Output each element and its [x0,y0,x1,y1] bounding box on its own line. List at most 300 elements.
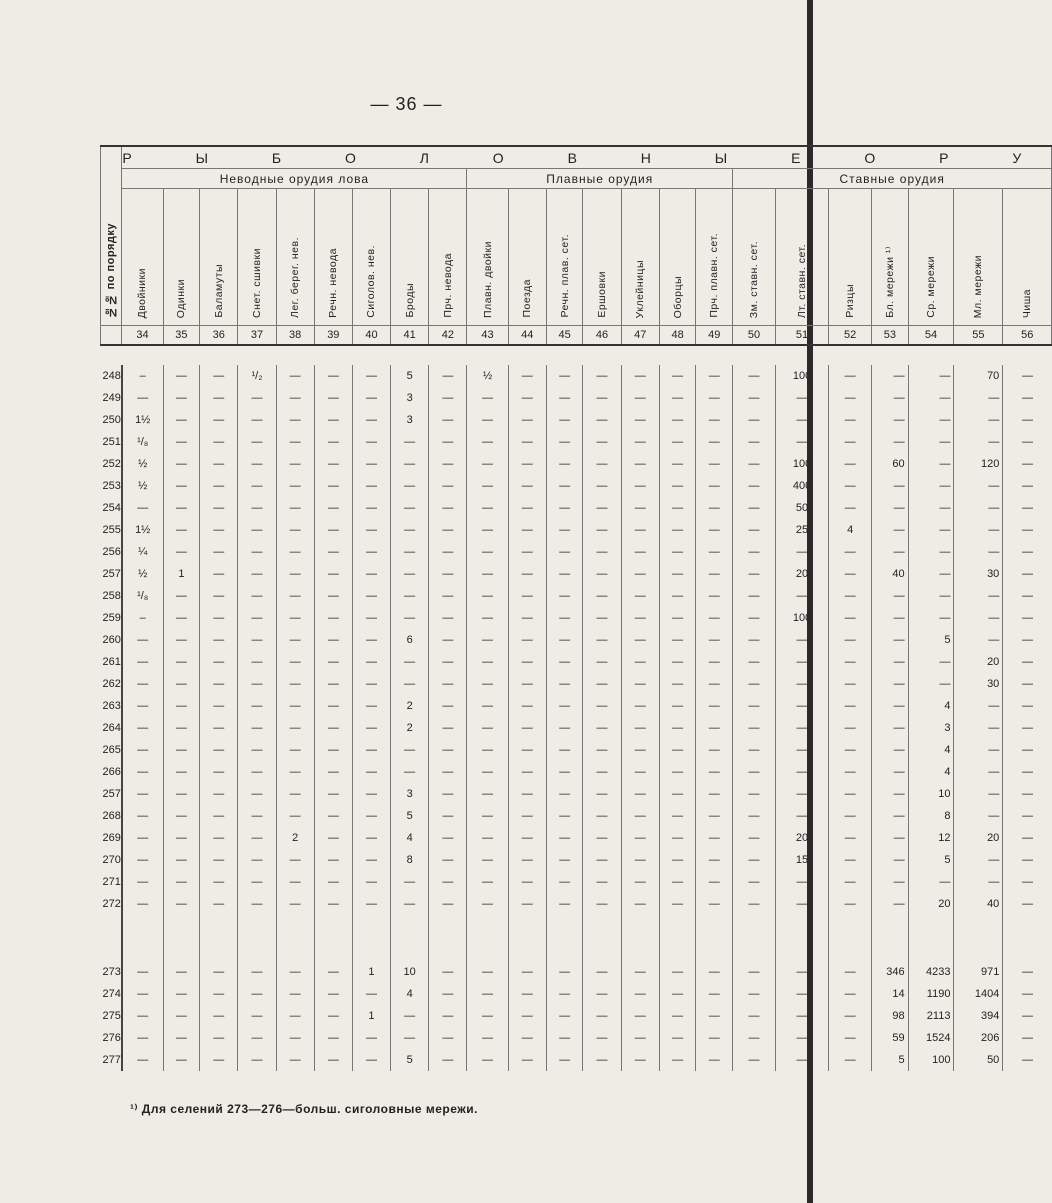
column-header: Сиголов. нев. [352,189,390,326]
table-cell: — [314,541,352,563]
table-cell: — [954,761,1003,783]
table-cell: — [908,519,954,541]
table-cell: — [276,961,314,983]
table-cell: — [122,805,163,827]
table-cell: 14 [872,983,909,1005]
table-cell: — [733,431,776,453]
column-header: Броды [391,189,429,326]
table-cell: — [908,387,954,409]
table-cell: — [696,783,733,805]
table-cell: — [872,629,909,651]
table-cell: — [163,651,200,673]
table-cell: — [467,387,508,409]
table-cell: — [276,541,314,563]
table-cell: — [429,607,467,629]
table-cell: — [696,1049,733,1071]
table-cell: — [200,475,238,497]
table-cell: — [508,387,546,409]
table-cell: — [391,541,429,563]
table-cell: — [696,409,733,431]
table-cell: — [583,519,621,541]
table-cell: — [467,695,508,717]
table-cell: — [163,519,200,541]
table-cell: — [1003,871,1052,893]
table-cell: — [546,607,583,629]
table-cell: — [429,497,467,519]
table-cell: — [276,1027,314,1049]
table-cell: — [276,1005,314,1027]
table-cell: — [621,1005,659,1027]
table-cell: — [1003,563,1052,585]
table-cell: 2 [391,695,429,717]
table-row [101,761,1052,783]
table-cell: — [508,849,546,871]
table-cell: — [467,961,508,983]
table-cell: — [696,961,733,983]
table-cell: — [546,1049,583,1071]
table-cell: — [352,607,390,629]
table-cell: — [829,431,872,453]
table-cell: — [314,1027,352,1049]
table-cell: — [200,585,238,607]
table-cell: — [1003,651,1052,673]
table-cell: — [429,453,467,475]
table-cell: — [696,827,733,849]
table-cell: — [583,805,621,827]
row-number: 263 [101,695,122,717]
table-cell: — [200,783,238,805]
table-cell: — [429,783,467,805]
table-cell: 1 [163,563,200,585]
table-cell: — [829,387,872,409]
table-cell: — [733,673,776,695]
table-cell: 1404 [954,983,1003,1005]
table-cell: — [429,1049,467,1071]
table-cell: ½ [467,365,508,387]
column-number: 35 [163,326,200,346]
table-cell: — [908,475,954,497]
table-cell: — [954,629,1003,651]
table-cell: — [659,453,696,475]
table-cell: — [391,497,429,519]
table-cell: — [872,475,909,497]
table-cell: — [314,475,352,497]
table-cell: — [429,871,467,893]
table-cell: — [872,695,909,717]
table-cell: — [621,871,659,893]
table-cell: — [829,871,872,893]
table-cell: — [829,961,872,983]
table-cell: — [352,761,390,783]
table-cell: — [872,739,909,761]
table-cell: — [583,585,621,607]
table-cell: — [621,365,659,387]
table-cell: — [163,365,200,387]
column-header: Баламуты [200,189,238,326]
table-cell: — [829,827,872,849]
table-cell: — [546,893,583,915]
table-cell: — [659,1027,696,1049]
table-cell: 2113 [908,1005,954,1027]
table-cell: 5 [391,1049,429,1071]
table-cell: — [163,673,200,695]
table-cell: — [163,1049,200,1071]
table-cell: — [829,1049,872,1071]
table-cell: — [508,893,546,915]
table-cell: — [508,497,546,519]
table-cell: — [583,607,621,629]
table-cell: — [659,365,696,387]
table-cell: 4 [908,739,954,761]
table-cell: — [238,983,276,1005]
table-cell: — [314,717,352,739]
table-cell: — [546,365,583,387]
table-cell: — [696,475,733,497]
table-cell: — [954,497,1003,519]
table-cell: — [508,783,546,805]
row-number: 277 [101,1049,122,1071]
row-number: 255 [101,519,122,541]
table-cell: 5 [872,1049,909,1071]
column-header: Двойники [122,189,163,326]
table-cell: — [467,607,508,629]
table-cell: 971 [954,961,1003,983]
table-cell: — [954,695,1003,717]
table-row [101,629,1052,651]
table-row [101,1005,1052,1027]
table-cell: — [200,453,238,475]
row-number: 257 [101,783,122,805]
table-cell: 20 [908,893,954,915]
table-cell: — [314,563,352,585]
table-cell: — [429,893,467,915]
table-cell: — [696,717,733,739]
table-cell: — [696,1027,733,1049]
table-cell: — [829,541,872,563]
table-cell: — [621,475,659,497]
table-cell: — [829,651,872,673]
table-cell: — [238,541,276,563]
table-cell: — [352,365,390,387]
table-cell: — [621,783,659,805]
table-cell: — [508,761,546,783]
table-cell: — [1003,1049,1052,1071]
table-cell: — [391,607,429,629]
table-cell: — [1003,695,1052,717]
table-cell: — [621,827,659,849]
table-row [101,695,1052,717]
table-cell: — [733,961,776,983]
table-cell: — [546,849,583,871]
table-cell: — [314,1049,352,1071]
table-cell: 1 [352,1005,390,1027]
column-number: 39 [314,326,352,346]
table-cell: — [872,607,909,629]
table-cell: — [314,805,352,827]
table-row [101,365,1052,387]
table-cell: — [829,983,872,1005]
table-cell: — [200,629,238,651]
column-header: Уклейницы [621,189,659,326]
table-cell: — [872,871,909,893]
table-cell: — [546,475,583,497]
table-cell: — [238,805,276,827]
table-cell: ¹/₂ [238,365,276,387]
table-gap-row [101,915,1052,961]
table-cell: 40 [954,893,1003,915]
row-number: 261 [101,651,122,673]
table-cell: — [508,431,546,453]
table-cell: — [872,805,909,827]
column-header: Чиша [1003,189,1052,326]
table-cell: — [583,497,621,519]
table-cell: — [276,849,314,871]
table-cell: — [546,739,583,761]
table-row [101,585,1052,607]
table-cell: — [546,651,583,673]
table-cell: 60 [872,453,909,475]
table-cell: — [829,409,872,431]
table-cell: — [696,761,733,783]
table-cell: — [276,365,314,387]
table-cell: — [391,739,429,761]
table-cell: — [163,585,200,607]
table-cell: — [546,519,583,541]
column-group-header: Плавные орудия [467,169,733,189]
table-cell: — [391,1005,429,1027]
table-cell: — [352,739,390,761]
table-cell: — [659,805,696,827]
table-cell: 70 [954,365,1003,387]
table-cell: — [659,541,696,563]
table-cell: — [163,761,200,783]
table-row [101,607,1052,629]
table-cell: 3 [908,717,954,739]
table-cell: — [163,827,200,849]
table-cell: — [829,585,872,607]
table-cell: — [1003,475,1052,497]
table-cell: — [163,607,200,629]
table-cell: — [546,453,583,475]
table-cell: — [583,629,621,651]
column-header: Бл. мережи ¹⁾ [872,189,909,326]
table-cell: — [163,1005,200,1027]
column-header: Мл. мережи [954,189,1003,326]
table-cell: — [429,761,467,783]
table-cell: — [659,827,696,849]
table-cell: — [391,585,429,607]
table-cell: — [163,893,200,915]
table-cell: — [733,651,776,673]
column-number: 38 [276,326,314,346]
table-cell: — [954,387,1003,409]
table-cell: — [467,453,508,475]
column-number: 44 [508,326,546,346]
table-cell: — [467,1005,508,1027]
table-cell: 15 [775,849,828,871]
table-cell: — [467,563,508,585]
table-cell: — [276,673,314,695]
table-cell: — [429,431,467,453]
table-cell: — [200,651,238,673]
table-cell: — [546,541,583,563]
table-cell: — [467,1049,508,1071]
table-row [101,717,1052,739]
table-cell: — [352,651,390,673]
table-cell: — [352,1027,390,1049]
table-cell: — [583,1049,621,1071]
column-number: 40 [352,326,390,346]
table-cell: — [352,541,390,563]
table-cell: — [954,871,1003,893]
table-cell: — [238,783,276,805]
table-cell: — [908,607,954,629]
table-cell: — [276,983,314,1005]
table-cell: — [775,1005,828,1027]
row-number: 270 [101,849,122,871]
table-cell: — [467,871,508,893]
table-cell: — [872,849,909,871]
table-cell: 206 [954,1027,1003,1049]
table-cell: — [872,717,909,739]
table-cell: 100 [908,1049,954,1071]
table-cell: — [352,805,390,827]
table-cell: — [1003,717,1052,739]
table-cell: — [429,387,467,409]
column-header: Одинки [163,189,200,326]
table-cell: — [314,849,352,871]
row-number: 271 [101,871,122,893]
table-cell: — [546,983,583,1005]
table-cell: ¹/₈ [122,585,163,607]
table-cell: — [122,961,163,983]
table-cell: — [733,1005,776,1027]
column-header: Ершовки [583,189,621,326]
column-header: Зм. ставн. сет. [733,189,776,326]
table-cell: 5 [908,629,954,651]
table-cell: — [238,409,276,431]
table-cell: — [200,849,238,871]
table-cell: — [954,519,1003,541]
table-cell: — [314,651,352,673]
table-cell: — [391,1027,429,1049]
table-cell: — [775,387,828,409]
table-cell: — [621,893,659,915]
table-cell: — [508,629,546,651]
table-cell: — [467,519,508,541]
table-cell: — [696,453,733,475]
table-cell: — [314,983,352,1005]
table-cell: — [391,431,429,453]
table-cell: — [276,717,314,739]
table-cell: — [122,673,163,695]
table-cell: — [122,871,163,893]
row-number: 266 [101,761,122,783]
table-cell: — [659,519,696,541]
table-cell: — [583,871,621,893]
table-cell: — [872,365,909,387]
table-cell: — [429,961,467,983]
table-cell: — [314,783,352,805]
column-header: Лег. берег. нев. [276,189,314,326]
table-cell: — [872,387,909,409]
table-cell: — [508,1005,546,1027]
table-cell: — [352,849,390,871]
table-cell: — [467,409,508,431]
table-cell: – [122,607,163,629]
table-cell: — [583,849,621,871]
table-row [101,497,1052,519]
table-cell: — [546,431,583,453]
table-row [101,827,1052,849]
table-cell: — [467,431,508,453]
table-cell: — [733,585,776,607]
table-cell: — [200,387,238,409]
table-cell: — [163,453,200,475]
table-cell: — [314,673,352,695]
table-cell: 6 [391,629,429,651]
table-cell: 12 [908,827,954,849]
table-cell: — [200,717,238,739]
table-cell: — [954,783,1003,805]
table-cell: — [163,805,200,827]
table-cell: — [508,453,546,475]
table-cell: — [659,651,696,673]
table-cell: — [122,387,163,409]
table-cell: — [467,651,508,673]
table-cell: 3 [391,783,429,805]
table-cell: — [508,519,546,541]
table-cell: — [122,893,163,915]
table-cell: — [314,761,352,783]
table-cell: — [276,563,314,585]
table-cell: — [352,893,390,915]
table-cell: — [696,893,733,915]
column-group-header: Неводные орудия лова [122,169,467,189]
table-cell: — [276,1049,314,1071]
table-cell: — [1003,409,1052,431]
page-number: — 36 — [370,94,443,114]
table-row [101,453,1052,475]
table-cell: — [1003,1027,1052,1049]
table-cell: — [908,563,954,585]
table-cell: — [829,673,872,695]
table-cell: — [583,827,621,849]
table-cell: — [200,827,238,849]
table-cell: — [1003,365,1052,387]
table-cell: — [1003,431,1052,453]
table-cell: — [238,607,276,629]
row-number: 249 [101,387,122,409]
table-cell: 50 [775,497,828,519]
table-cell: — [1003,541,1052,563]
table-cell: — [238,629,276,651]
table-cell: — [696,739,733,761]
table-cell: 30 [954,673,1003,695]
table-cell: ¼ [122,541,163,563]
table-cell: — [583,961,621,983]
table-cell: — [872,585,909,607]
table-cell: — [122,783,163,805]
table-row [101,783,1052,805]
table-cell: — [200,497,238,519]
table-cell: — [583,1005,621,1027]
table-cell: — [583,717,621,739]
table-cell: — [314,871,352,893]
table-cell: — [1003,673,1052,695]
table-cell: — [583,695,621,717]
table-cell: — [429,695,467,717]
